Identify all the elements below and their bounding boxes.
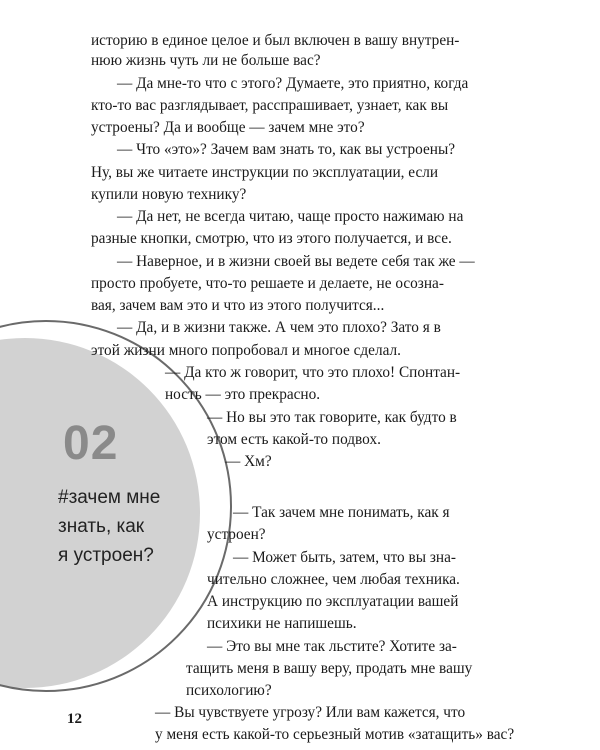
text-line: просто пробуете, что-то решаете и делаете, не осозна- (91, 275, 444, 292)
text-line: — Так зачем мне понимать, как я (233, 504, 450, 521)
text-line: — Это вы мне так льстите? Хотите за- (207, 638, 457, 655)
text-line: этой жизни много попробовал и многое сделал. (91, 342, 401, 359)
text-line: — Но вы это так говорите, как будто в (207, 409, 457, 426)
text-line: историю в единое целое и был включен в вашу внутрен- (91, 32, 460, 49)
text-line: — Наверное, и в жизни своей вы ведете себя так же — (117, 253, 475, 270)
text-line: — Что «это»? Зачем вам знать то, как вы устроены? (117, 141, 456, 158)
text-line: А инструкцию по эксплуатации вашей (207, 593, 459, 610)
text-line: Ну, вы же читаете инструкции по эксплуатации, если (91, 164, 439, 181)
page-number: 12 (67, 711, 82, 727)
text-line: этом есть какой-то подвох. (207, 431, 381, 448)
text-line: — Да кто ж говорит, что это плохо! Спонтан- (165, 364, 461, 381)
chapter-number: 02 (63, 417, 119, 470)
chapter-title-line: #зачем мне (58, 487, 161, 508)
text-line: — Вы чувствуете угрозу? Или вам кажется, что (155, 704, 466, 721)
text-line: — Да мне-то что с этого? Думаете, это приятно, когда (117, 75, 469, 92)
text-line: чительно сложнее, чем любая техника. (207, 571, 460, 588)
text-line: тащить меня в вашу веру, продать мне вашу (186, 660, 473, 677)
text-line: у меня есть какой-то серьезный мотив «затащить» вас? (155, 726, 515, 743)
text-line: ность — это прекрасно. (165, 386, 321, 403)
chapter-title-line: я устроен? (58, 545, 154, 566)
text-line: — Может быть, затем, что вы зна- (233, 549, 456, 566)
chapter-title (58, 483, 188, 570)
chapter-title-line: знать, как (58, 516, 145, 537)
text-line: — Хм? (225, 453, 272, 470)
text-line: разные кнопки, смотрю, что из этого получается, и все. (91, 230, 452, 247)
text-line: вая, зачем вам это и что из этого получится... (91, 297, 385, 314)
text-line: нюю жизнь чуть ли не больше вас? (91, 52, 321, 69)
text-line: кто-то вас разглядывает, расспрашивает, узнает, как вы (91, 97, 449, 114)
text-line: — Да нет, не всегда читаю, чаще просто нажимаю на (117, 208, 464, 225)
text-line: — Да, и в жизни также. А чем это плохо? Зато я в (117, 319, 441, 336)
text-line: устроен? (207, 526, 266, 543)
text-line: психики не напишешь. (207, 615, 357, 632)
text-line: устроены? Да и вообще — зачем мне это? (91, 119, 365, 136)
text-line: психологию? (186, 682, 272, 699)
text-line: купили новую технику? (91, 186, 247, 203)
